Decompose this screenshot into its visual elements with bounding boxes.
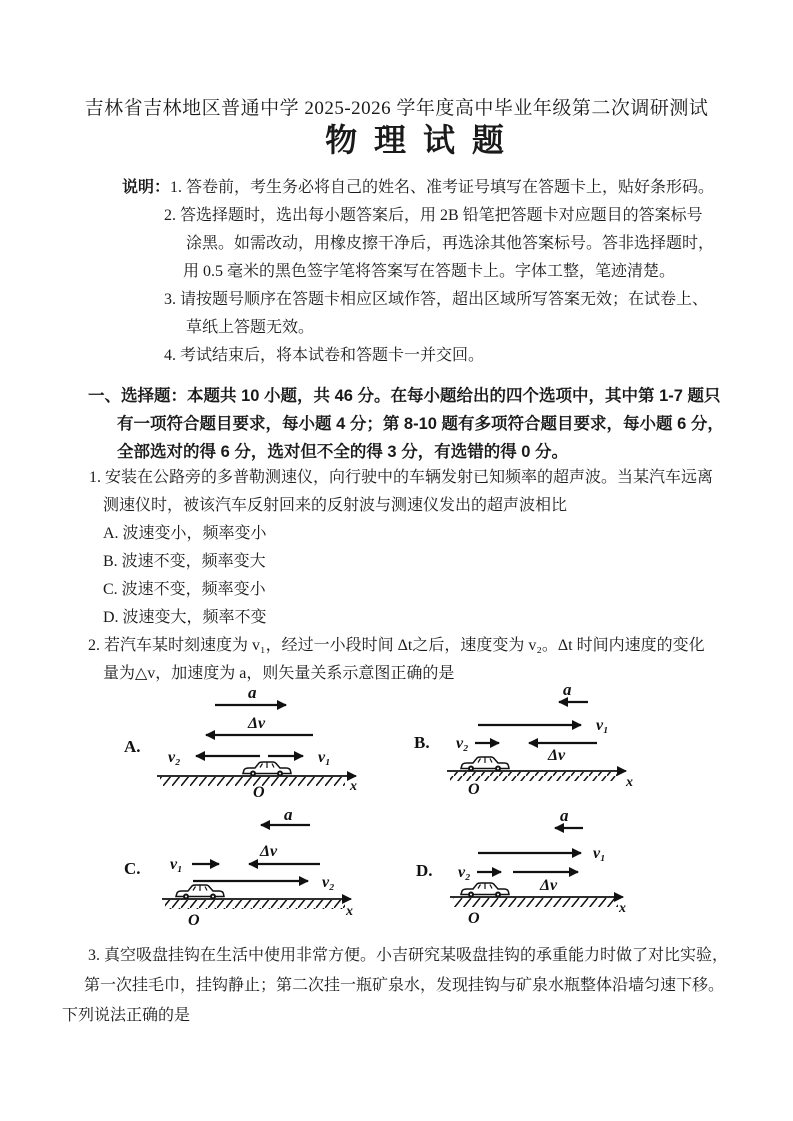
x-axis-label: x	[619, 901, 626, 916]
instructions-label: 说明：	[122, 179, 171, 196]
accel-label: a	[284, 808, 293, 824]
diagram-b-label: B.	[414, 733, 430, 752]
ground-hatch	[450, 772, 618, 781]
v2-label: v₂	[322, 874, 335, 891]
delta-v-label: Δv	[540, 877, 558, 894]
diagram-c-label: C.	[124, 859, 141, 878]
exam-session-title: 吉林省吉林地区普通中学 2025-2026 学年度高中毕业年级第二次调研测试	[84, 98, 709, 119]
origin-label: O	[253, 784, 265, 801]
car-icon	[461, 883, 509, 898]
diagram-d	[400, 808, 700, 940]
delta-v-label: Δv	[260, 843, 278, 860]
v1-label: v₁	[318, 749, 331, 766]
accel-label: a	[560, 808, 569, 825]
q3-line-2: 第一次挂毛巾，挂钩静止；第二次挂一瓶矿泉水，发现挂钩与矿泉水瓶整体沿墙匀速下移。	[84, 977, 725, 994]
ground-hatch	[453, 898, 618, 907]
delta-v-label: Δv	[248, 715, 266, 732]
q3-line-3: 下列说法正确的是	[62, 1007, 191, 1024]
ground-hatch	[165, 900, 345, 909]
section-header-line-2: 有一项符合题目要求，每小题 4 分；第 8-10 题有多项符合题目要求，每小题 6 分，	[117, 415, 724, 433]
exam-title: 物 理 试 题	[325, 122, 508, 158]
diagram-c	[100, 808, 400, 940]
x-axis-label: x	[350, 779, 357, 794]
v2-label: v₂	[458, 864, 471, 881]
instruction-line-3: 涂黑。如需改动，用橡皮擦干净后，再选涂其他答案标号。答非选择题时，	[186, 235, 715, 252]
diagram-a	[100, 676, 400, 812]
v1-label: v₁	[593, 845, 606, 862]
instruction-line-1	[122, 178, 714, 198]
instruction-line-7: 4. 考试结束后，将本试卷和答题卡一并交回。	[164, 347, 485, 364]
origin-label: O	[188, 912, 200, 929]
v1-label: v₁	[170, 856, 183, 873]
section-header-line-3: 全部选对的得 6 分，选对但不全的得 3 分，有选错的得 0 分。	[117, 443, 569, 461]
instruction-line-5: 3. 请按题号顺序在答题卡相应区域作答，超出区域所写答案无效；在试卷上、	[164, 291, 709, 308]
instruction-line-6: 草纸上答题无效。	[186, 319, 315, 336]
q3-line-1: 3. 真空吸盘挂钩在生活中使用非常方便。小吉研究某吸盘挂钩的承重能力时做了对比实验，	[88, 947, 729, 964]
delta-v-label: Δv	[548, 747, 566, 764]
q1-option-d: D. 波速变大，频率不变	[103, 609, 267, 626]
section-header-line-1: 一、选择题：本题共 10 小题，共 46 分。在每小题给出的四个选项中，其中第 1-7 题只	[88, 387, 721, 405]
q2-line-1: 2. 若汽车某时刻速度为 v₁，经过一小段时间 Δt之后，速度变为 v₂。Δt 时间内速度的变化	[88, 637, 705, 654]
car-icon	[176, 885, 224, 900]
q1-option-c: C. 波速不变，频率变小	[103, 581, 266, 598]
instruction-line-4: 用 0.5 毫米的黑色签字笔将答案写在答题卡上。字体工整，笔迹清楚。	[183, 263, 676, 280]
diagram-b	[400, 676, 700, 812]
origin-label: O	[468, 781, 480, 798]
q1-option-a: A. 波速变小，频率变小	[103, 525, 267, 542]
q1-line-2: 测速仪时，被该汽车反射回来的反射波与测速仪发出的超声波相比	[103, 497, 568, 514]
q2-line-2: 量为△v，加速度为 a，则矢量关系示意图正确的是	[103, 665, 455, 682]
accel-label: a	[248, 683, 257, 702]
v2-label: v₂	[456, 735, 469, 752]
car-icon	[461, 757, 509, 772]
v1-label: v₁	[596, 717, 609, 734]
instruction-text-1: 1. 答卷前，考生务必将自己的姓名、准考证号填写在答题卡上，贴好条形码。	[170, 179, 715, 196]
diagram-d-label: D.	[416, 861, 433, 880]
x-axis-label: x	[346, 904, 353, 919]
q1-line-1: 1. 安装在公路旁的多普勒测速仪，向行驶中的车辆发射已知频率的超声波。当某汽车远离	[89, 469, 714, 486]
q1-option-b: B. 波速不变，频率变大	[103, 553, 266, 570]
diagram-a-label: A.	[124, 737, 141, 756]
v2-label: v₂	[168, 749, 181, 766]
accel-label: a	[563, 680, 572, 699]
instruction-line-2: 2. 答选择题时，选出每小题答案后，用 2B 铅笔把答题卡对应题目的答案标号	[164, 207, 703, 224]
origin-label: O	[468, 910, 480, 927]
x-axis-label: x	[626, 775, 633, 790]
car-icon	[243, 762, 291, 777]
